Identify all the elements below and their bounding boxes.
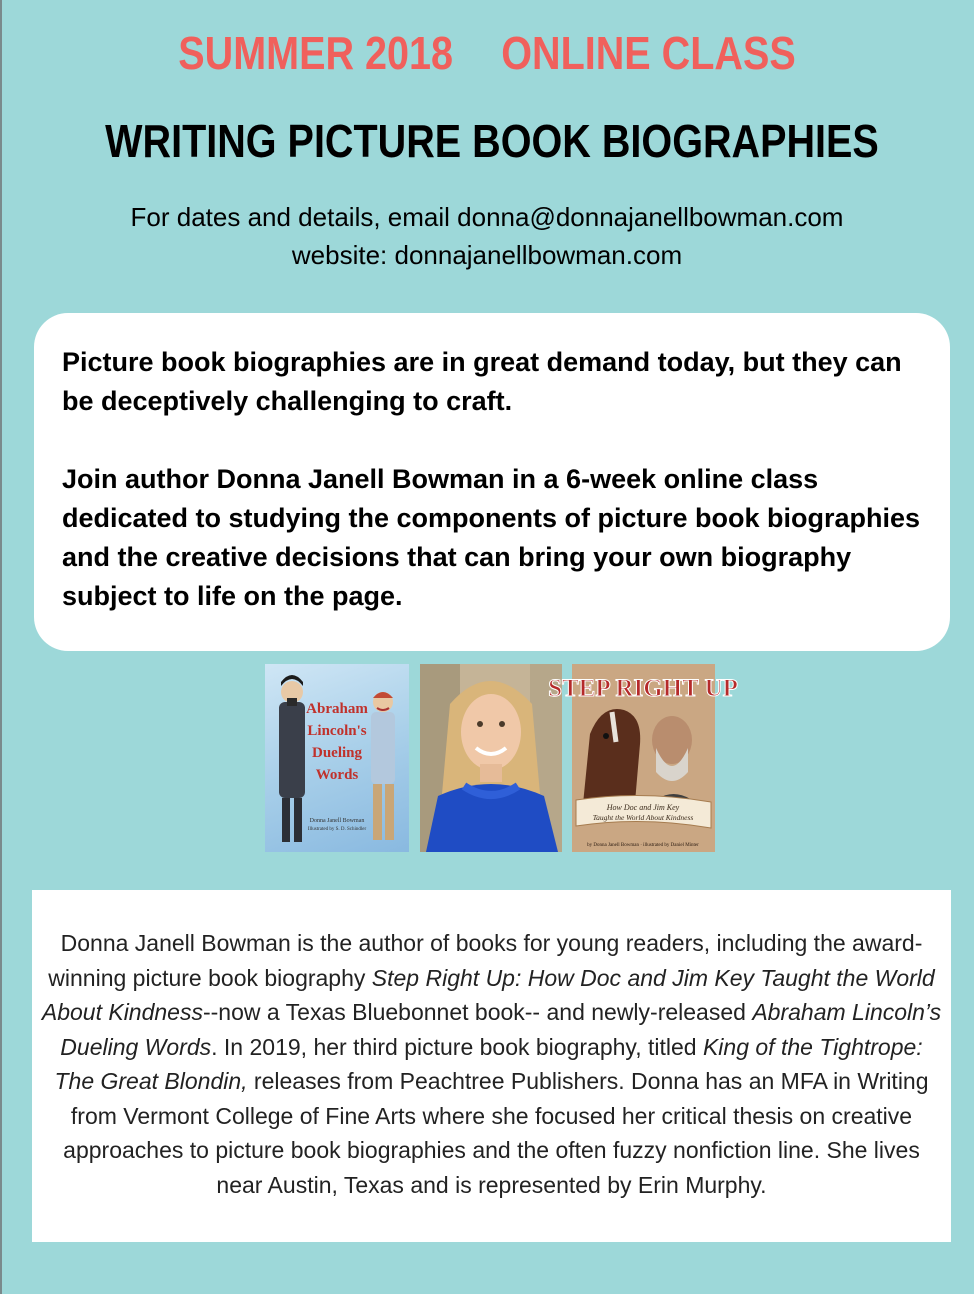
book1-title-line1: Abraham <box>306 701 368 717</box>
intro-card <box>34 313 950 651</box>
bio-text-1: Donna Janell Bowman is the author of books for young readers, including the award-winning picture book biography <box>48 930 923 991</box>
bio-text-3: . In 2019, her third picture book biography, titled <box>211 1033 703 1060</box>
book1-author: Donna Janell Bowman <box>309 818 365 824</box>
intro-paragraph-2: Join author Donna Janell Bowman in a 6-week online class dedicated to studying the components of picture book biographies and the creative decisions that can bring your own biography subject to life on the page. <box>62 464 921 611</box>
book3-credits: by Donna Janell Bowman · illustrated by Daniel Minter <box>587 843 699 848</box>
page-edge <box>0 0 2 1294</box>
bio-title-abraham-lincoln: Abraham Lincoln’s Dueling Words <box>60 999 942 1060</box>
contact-website-line: website: donnajanellbowman.com <box>291 240 683 270</box>
bio-title-step-right-up: Step Right Up: How Doc and Jim Key Taught the World About Kindness <box>41 964 935 1025</box>
book1-title-line2: Lincoln's <box>307 723 367 739</box>
book3-subtitle-line1: How Doc and Jim Key <box>606 803 680 812</box>
season-label: SUMMER 2018 <box>178 27 454 79</box>
intro-paragraph-1: Picture book biographies are in great demand today, but they can be deceptively challenging to craft. <box>62 347 902 416</box>
author-bio-card <box>32 890 951 1242</box>
book-cover-abraham-lincoln <box>265 664 409 852</box>
book-cover-step-right-up <box>548 664 738 852</box>
class-type-label: ONLINE CLASS <box>501 27 796 79</box>
header-line <box>68 26 906 80</box>
contact-info <box>0 198 974 274</box>
bio-title-king-of-tightrope: King of the Tightrope: The Great Blondin, <box>54 1033 923 1094</box>
contact-email-line: For dates and details, email donna@donnajanellbowman.com <box>130 202 844 232</box>
book3-subtitle-line2: Taught the World About Kindness <box>592 813 694 822</box>
horse-and-man-illustration-icon <box>548 664 738 852</box>
author-portrait-icon <box>420 664 562 852</box>
book1-illustrator: Illustrated by S. D. Schindler <box>307 827 367 832</box>
book1-title-line3: Dueling <box>311 745 363 761</box>
page-title: WRITING PICTURE BOOK BIOGRAPHIES <box>105 115 879 167</box>
book3-title: STEP RIGHT UP <box>548 675 738 702</box>
lincoln-illustration-icon <box>265 664 409 852</box>
author-photo <box>420 664 562 852</box>
bio-text-2: --now a Texas Bluebonnet book-- and newly-released <box>202 999 753 1025</box>
image-row <box>265 664 738 852</box>
bio-text-4: releases from Peachtree Publishers. Donna has an MFA in Writing from Vermont College of Fine Arts where she focused her critical thesis on creative approaches to picture book biographies and the often fuzzy nonfiction line. She lives near Austin, Texas and is represented by Erin Murphy. <box>63 1068 929 1198</box>
book1-title-line4: Words <box>315 767 359 783</box>
